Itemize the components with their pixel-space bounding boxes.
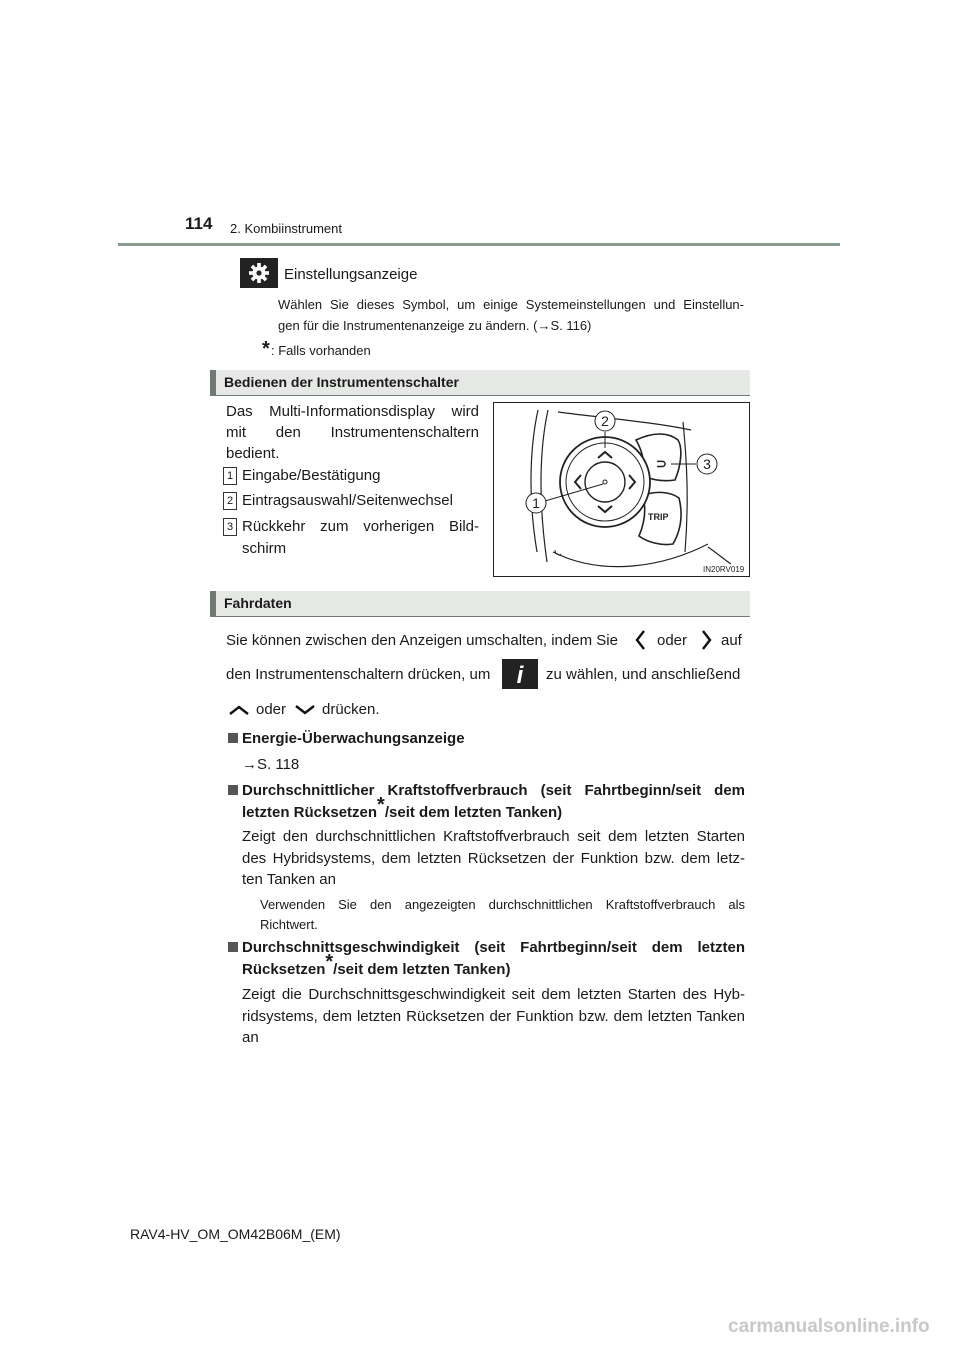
intro-line1: Das Multi-Informationsdisplay wird	[226, 403, 479, 420]
heading-accent	[210, 370, 216, 395]
item-body-line2: ridsystems, dem letzten Rücksetzen der Funktion bzw. dem letzten Tanken	[242, 1008, 745, 1025]
callout-3-label: 3	[703, 456, 711, 472]
item-label: Eingabe/Bestätigung	[242, 467, 381, 484]
item-title-line1: Durchschnittsgeschwindigkeit (seit Fahrtbeginn/seit dem letzten	[242, 939, 745, 956]
para-line2-b: zu wählen, und anschließend	[546, 666, 741, 683]
gear-icon	[240, 258, 278, 288]
para-line3-b: drücken.	[322, 701, 380, 718]
item-label-cont: schirm	[242, 540, 287, 557]
settings-desc-line1: Wählen Sie dieses Symbol, um einige Systemeinstellungen und Einstellun-	[278, 297, 744, 312]
heading-accent	[210, 591, 216, 616]
heading-underline	[210, 395, 750, 396]
title-text: letzten Rücksetzen	[242, 804, 378, 821]
intro-line3: bedient.	[226, 445, 280, 462]
chevron-right-icon	[700, 629, 714, 656]
document-code: RAV4-HV_OM_OM42B06M_(EM)	[130, 1226, 341, 1242]
item-body-line2: des Hybridsystems, dem letzten Rücksetzen der Funktion bzw. dem letz-	[242, 850, 745, 867]
section-heading: Bedienen der Instrumentenschalter	[224, 374, 459, 390]
settings-desc-line2: gen für die Instrumentenanzeige zu ändern. (→S. 116)	[278, 318, 592, 333]
para-line1-b: oder	[657, 632, 688, 649]
para-line1-a: Sie können zwischen den Anzeigen umschalten, indem Sie	[226, 632, 618, 649]
item-note-line2: Richtwert.	[260, 917, 318, 932]
heading-underline	[210, 616, 750, 617]
callout-1-label: 1	[532, 495, 540, 511]
bullet-square	[228, 942, 238, 952]
settings-title: Einstellungsanzeige	[284, 266, 418, 283]
bullet-square	[228, 785, 238, 795]
section-title: 2. Kombiinstrument	[230, 221, 342, 236]
info-icon	[502, 659, 538, 689]
section-heading: Fahrdaten	[224, 595, 292, 611]
item-label: Eintragsauswahl/Seitenwechsel	[242, 492, 453, 509]
para-line3-a: oder	[256, 701, 287, 718]
intro-line2: mit den Instrumentenschaltern	[226, 424, 479, 441]
chevron-down-icon	[294, 703, 316, 721]
steering-switch-figure	[493, 402, 750, 577]
item-number: 1	[223, 467, 237, 485]
item-body-line1: Zeigt die Durchschnittsgeschwindigkeit seit dem letzten Starten des Hyb-	[242, 986, 745, 1003]
item-body-line3: an	[242, 1029, 259, 1046]
item-title: Energie-Überwachungsanzeige	[242, 730, 465, 747]
chevron-left-icon	[633, 629, 647, 656]
item-body-line1: Zeigt den durchschnittlichen Kraftstoffverbrauch seit dem letzten Starten	[242, 828, 745, 845]
header-rule	[118, 243, 840, 246]
title-star: *	[325, 951, 334, 973]
title-text: /seit dem letzten Tanken)	[333, 961, 511, 978]
para-line2-a: den Instrumentenschaltern drücken, um	[226, 666, 491, 683]
item-number: 3	[223, 518, 237, 536]
trip-label: TRIP	[648, 512, 669, 522]
title-text: /seit dem letzten Tanken)	[384, 804, 563, 821]
item-label: Rückkehr zum vorherigen Bild-	[242, 518, 479, 535]
chevron-up-icon	[228, 703, 250, 721]
footnote-text: : Falls vorhanden	[271, 343, 371, 358]
item-body-line3: ten Tanken an	[242, 871, 336, 888]
center-button	[585, 462, 625, 502]
back-symbol: ⊃	[656, 456, 667, 471]
item-title-line2	[242, 951, 511, 980]
watermark: carmanualsonline.info	[728, 1316, 930, 1337]
section-heading-bar	[210, 591, 750, 616]
item-title-line2	[242, 794, 563, 823]
item-note-line1: Verwenden Sie den angezeigten durchschnittlichen Kraftstoffverbrauch als	[260, 897, 745, 912]
item-number: 2	[223, 492, 237, 510]
callout-2-label: 2	[601, 413, 609, 429]
title-text: Rücksetzen	[242, 961, 326, 978]
bullet-square	[228, 733, 238, 743]
figure-code: IN20RV019	[703, 565, 745, 574]
title-star: *	[377, 794, 385, 816]
para-line1-c: auf	[721, 632, 742, 649]
page-number: 114	[185, 214, 213, 233]
item-ref: →S. 118	[242, 756, 300, 773]
svg-text:i: i	[516, 662, 524, 689]
item-title-line1: Durchschnittlicher Kraftstoffverbrauch (seit Fahrtbeginn/seit dem	[242, 782, 745, 799]
section-heading-bar	[210, 370, 750, 395]
footnote-star: *	[262, 338, 270, 360]
